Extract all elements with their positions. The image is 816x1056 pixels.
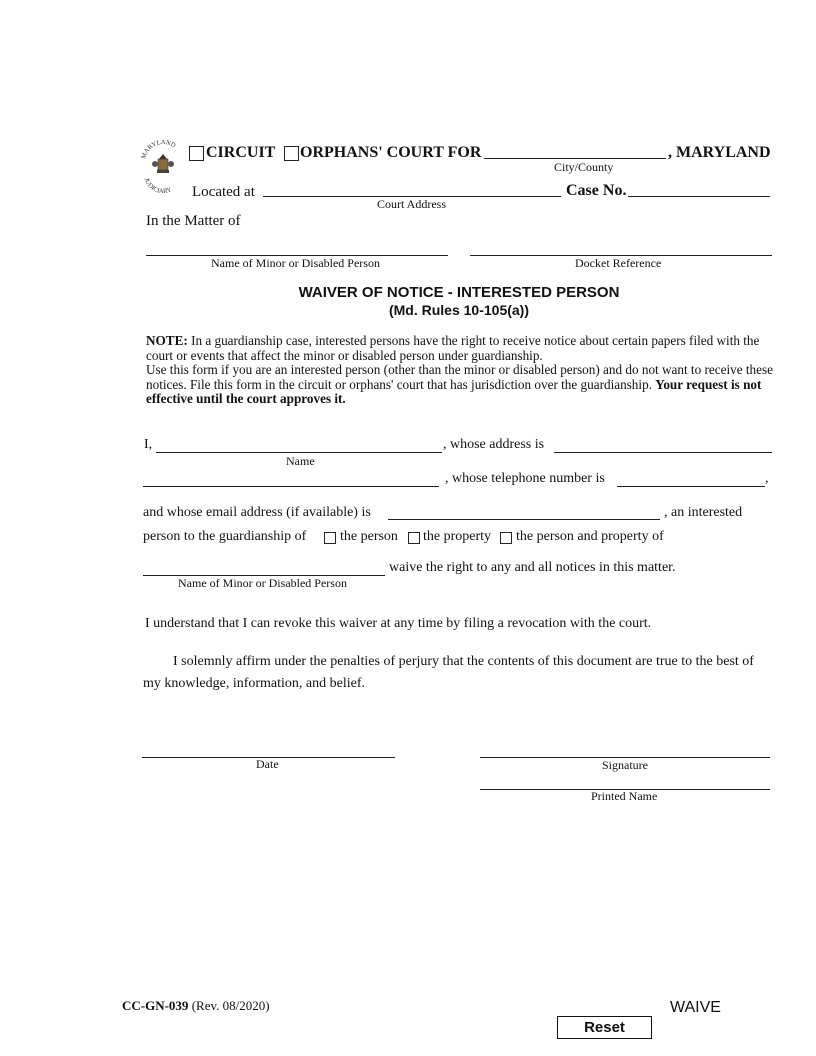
note-text-1: In a guardianship case, interested persons have the right to receive notice about certain papers filed with the court or events that affect the minor or disabled person under guardianship. xyxy=(146,333,760,363)
court-address-caption: Court Address xyxy=(377,197,446,211)
seal-bottom-text: JUDICIARY xyxy=(142,177,173,194)
circuit-checkbox[interactable] xyxy=(189,146,204,161)
waive-text: waive the right to any and all notices in this matter. xyxy=(389,560,676,575)
revoke-statement: I understand that I can revoke this waiver at any time by filing a revocation with the court. xyxy=(145,616,652,631)
person-and-property-label: the person and property of xyxy=(516,529,664,544)
property-option-label: the property xyxy=(423,529,492,544)
form-code: CC-GN-039 xyxy=(122,998,189,1013)
guardianship-label: person to the guardianship of xyxy=(143,529,307,544)
note-bold-warning: Your request is not effective until the court approves it. xyxy=(146,376,762,406)
date-caption: Date xyxy=(256,757,279,771)
docket-reference-caption: Docket Reference xyxy=(575,256,662,270)
i-label: I, xyxy=(144,437,153,452)
telephone-field[interactable] xyxy=(617,486,765,487)
person-option-label: the person xyxy=(340,529,398,544)
located-at-label: Located at xyxy=(192,184,255,200)
phone-comma: , xyxy=(765,471,769,486)
orphans-court-label: ORPHANS' COURT FOR xyxy=(300,144,482,161)
city-county-field[interactable] xyxy=(484,158,666,159)
maryland-label: , MARYLAND xyxy=(668,144,771,161)
signature-caption: Signature xyxy=(602,758,648,772)
city-county-caption: City/County xyxy=(554,160,614,174)
printed-name-caption: Printed Name xyxy=(591,789,658,803)
svg-text:JUDICIARY xyxy=(143,177,173,194)
form-code-line xyxy=(122,998,270,1014)
circuit-label: CIRCUIT xyxy=(206,144,276,161)
interested-person-name-field[interactable] xyxy=(156,452,442,453)
in-the-matter-label: In the Matter of xyxy=(146,213,241,229)
note-text-2: Use this form if you are an interested person (other than the minor or disabled person) and do not want to receive these notices. File this form in the circuit or orphans' court that has jurisdiction over the guardianship. xyxy=(146,362,773,392)
seal-top-text: MARYLAND xyxy=(140,140,177,160)
svg-text:MARYLAND xyxy=(140,140,177,160)
form-title: WAIVER OF NOTICE - INTERESTED PERSON xyxy=(298,284,620,301)
whose-address-label: , whose address is xyxy=(443,437,545,452)
email-label: and whose email address (if available) is xyxy=(143,505,371,520)
person-and-property-checkbox[interactable] xyxy=(500,532,512,544)
affirmation-statement: I solemnly affirm under the penalties of perjury that the contents of this document are true to the best of my knowledge, information, and belief. xyxy=(143,654,754,691)
whose-phone-label: , whose telephone number is xyxy=(445,471,605,486)
reset-button[interactable]: Reset xyxy=(557,1016,652,1039)
case-no-field[interactable] xyxy=(628,196,770,197)
note-label: NOTE: xyxy=(146,333,188,348)
name-caption: Name xyxy=(286,454,315,468)
interested-label: , an interested xyxy=(664,505,743,520)
note-paragraph xyxy=(146,334,776,407)
form-tag: WAIVE xyxy=(670,999,721,1016)
maryland-judiciary-seal xyxy=(140,140,186,194)
orphans-court-checkbox[interactable] xyxy=(284,146,299,161)
minor-name-caption: Name of Minor or Disabled Person xyxy=(178,576,347,590)
form-subtitle: (Md. Rules 10-105(a)) xyxy=(388,302,530,318)
email-field[interactable] xyxy=(388,519,660,520)
address-field-2[interactable] xyxy=(143,486,439,487)
form-revision: (Rev. 08/2020) xyxy=(188,998,270,1013)
property-checkbox[interactable] xyxy=(408,532,420,544)
address-field-1[interactable] xyxy=(554,452,772,453)
matter-name-caption: Name of Minor or Disabled Person xyxy=(211,256,380,270)
case-no-label: Case No. xyxy=(566,182,627,199)
person-checkbox[interactable] xyxy=(324,532,336,544)
